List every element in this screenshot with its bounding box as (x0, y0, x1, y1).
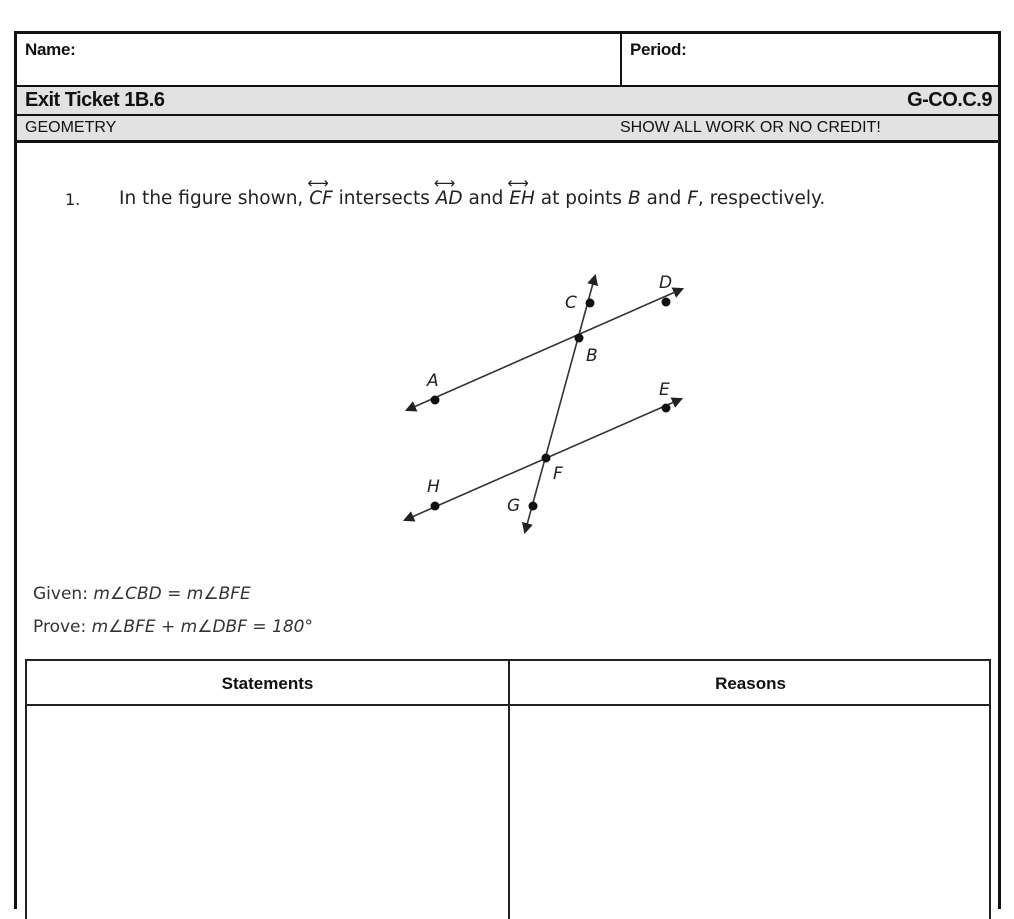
prove-expression: m∠BFE + m∠DBF = 180° (91, 617, 313, 637)
geometry-figure (387, 264, 707, 544)
point-f-ref: F (687, 188, 698, 209)
label-b: B (586, 346, 598, 366)
header-subject-row (17, 116, 998, 143)
label-h: H (427, 477, 440, 497)
point-e (662, 404, 671, 413)
line-cf-drawing (525, 276, 595, 532)
standard-code: G-CO.C.9 (907, 89, 992, 111)
label-a: A (427, 371, 439, 391)
line-ad: ⟷ AD (436, 188, 463, 209)
name-label: Name: (25, 40, 76, 59)
label-e: E (659, 380, 670, 400)
point-c (586, 299, 595, 308)
line-ad-drawing (407, 289, 682, 410)
question-text-post: , respectively. (697, 188, 826, 209)
label-f: F (553, 464, 563, 484)
question-text-mid2: and (468, 188, 504, 209)
label-d: D (659, 273, 673, 293)
statements-cell[interactable] (27, 706, 508, 919)
exit-ticket-sheet (14, 31, 1001, 909)
header-title-row (17, 87, 998, 116)
reasons-header: Reasons (715, 674, 786, 693)
question-text-pre: In the figure shown, (119, 188, 304, 209)
given-statement (33, 584, 251, 604)
point-f (542, 454, 551, 463)
statements-header: Statements (221, 674, 314, 693)
question-text (119, 188, 825, 209)
line-eh: ⟷ EH (509, 188, 535, 209)
question-number: 1. (65, 190, 81, 209)
point-h (431, 502, 440, 511)
ticket-title: Exit Ticket 1B.6 (25, 89, 165, 111)
label-g: G (507, 496, 521, 516)
work-warning: SHOW ALL WORK OR NO CREDIT! (620, 119, 881, 136)
point-a (431, 396, 440, 405)
point-b (575, 334, 584, 343)
period-field[interactable] (622, 34, 998, 85)
name-field[interactable] (17, 34, 622, 85)
point-d (662, 298, 671, 307)
point-g (529, 502, 538, 511)
prove-label: Prove: (33, 617, 87, 637)
subject-label: GEOMETRY (25, 119, 117, 136)
line-cf: ⟷ CF (309, 188, 333, 209)
proof-table (25, 659, 991, 919)
given-expression: m∠CBD = m∠BFE (93, 584, 251, 604)
question-text-mid1: intersects (338, 188, 430, 209)
header-name-period-row (17, 34, 998, 87)
reasons-cell[interactable] (510, 706, 991, 919)
question-text-mid3: at points (540, 188, 623, 209)
period-label: Period: (630, 40, 687, 59)
point-b-ref: B (627, 188, 641, 209)
given-label: Given: (33, 584, 88, 604)
label-c: C (565, 293, 577, 313)
question-text-mid4: and (646, 188, 682, 209)
prove-statement (33, 617, 313, 637)
